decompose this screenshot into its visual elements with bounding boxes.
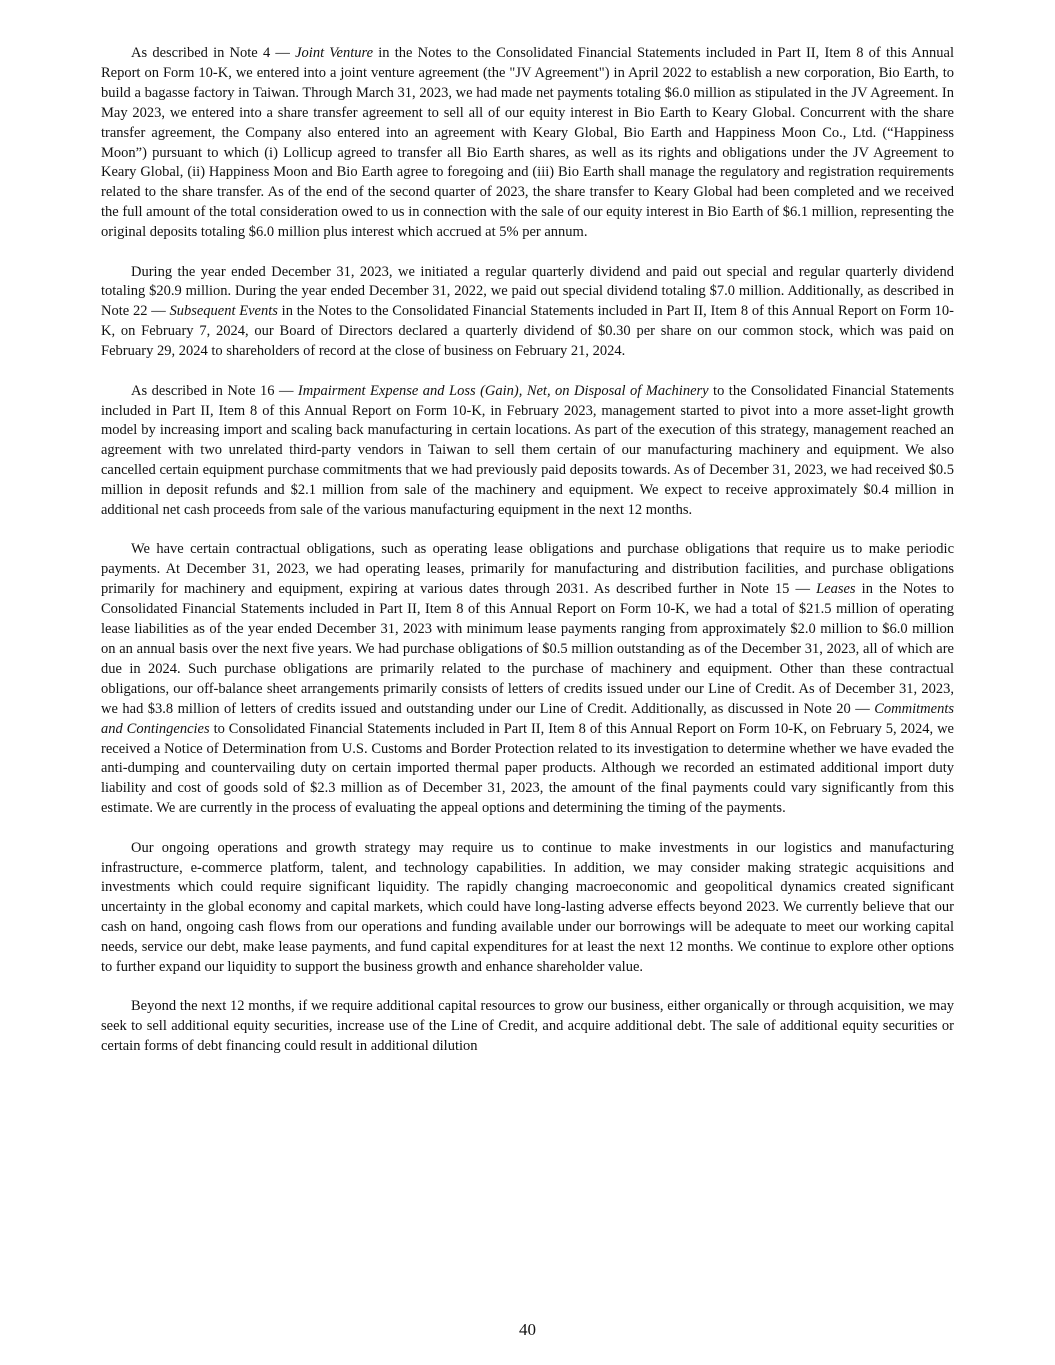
text-run: As described in Note 16 —	[131, 382, 298, 399]
text-run: We have certain contractual obligations, such as operating lease obligations and purchase obligations that require us to make periodic payments. At December 31, 2023, we had operating leases, primarily for manufacturing and distribution facilities, and purchase obligations primarily for machinery and equipment, expiring at various dates through 2031. As described further in Note 15 —	[101, 541, 954, 598]
text-run: As described in Note 4 —	[131, 45, 296, 61]
text-run: in the Notes to Consolidated Financial Statements included in Part II, Item 8 of this Annual Report on Form 10-K, we had a total of $21.5 million of operating lease liabilities as of the year ended December 31, 2023 with minimum lease payments ranging from approximately $2.0 million to $6.0 million on an annual basis over the next five years. We had purchase obligations of $0.5 million outstanding as of the December 31, 2023, all of which are due in 2024. Such purchase obligations are primarily related to the purchase of machinery and equipment. Other than these contractual obligations, our off-balance sheet arrangements primarily consists of letters of credits issued under our Line of Credit. As of December 31, 2023, we had $3.8 million of letters of credits issued and outstanding under our Line of Credit. Additionally, as discussed in Note 20 —	[101, 581, 955, 717]
paragraph-impairment	[101, 382, 954, 521]
paragraph-contractual-obligations	[101, 540, 954, 819]
note-title-joint-venture: Joint Venture	[295, 45, 374, 61]
page-number: 40	[519, 1320, 536, 1339]
text-run: in the Notes to the Consolidated Financial Statements included in Part II, Item 8 of this Annual Report on Form 10-K, on February 7, 2024, our Board of Directors declared a quarterly dividend of $0.30 per share on our common stock, which was paid on February 29, 2024 to shareholders of record at the close of business on February 21, 2024.	[101, 303, 954, 360]
note-title-commitments: Commitments and Contingencies	[101, 700, 954, 737]
paragraph-growth-strategy	[101, 839, 954, 978]
paragraph-joint-venture	[101, 44, 954, 243]
note-title-leases: Leases	[816, 581, 856, 598]
text-run: Our ongoing operations and growth strategy may require us to continue to make investments in our logistics and manufacturing infrastructure, e-commerce platform, talent, and technology capabilities. In addition, we may consider making strategic acquisitions and investments which could require significant liquidity. The rapidly changing macroeconomic and geopolitical dynamics created significant uncertainty in the global economy and capital markets, which could have long-lasting adverse effects beyond 2023. We currently believe that our cash on hand, ongoing cash flows from our operations and funding available under our borrowings will be adequate to meet our working capital needs, service our debt, make lease payments, and fund capital expenditures for at least the next 12 months. We continue to explore other options to further expand our liquidity to support the business growth and enhance shareholder value.	[101, 839, 954, 976]
text-run: During the year ended December 31, 2023, we initiated a regular quarterly dividend and paid out special and regular quarterly dividend totaling $20.9 million. During the year ended December 31, 2022, we paid out special dividend totaling $7.0 million. Additionally, as described in Note 22 —	[101, 263, 954, 320]
text-run: Beyond the next 12 months, if we require additional capital resources to grow our business, either organically or through acquisition, we may seek to sell additional equity securities, increase use of the Line of Credit, and acquire additional debt. The sale of additional equity securities or certain forms of debt financing could result in additional dilution	[101, 998, 954, 1055]
note-title-impairment: Impairment Expense and Loss (Gain), Net, on Disposal of Machinery	[297, 382, 709, 399]
text-run: to Consolidated Financial Statements included in Part II, Item 8 of this Annual Report on Form 10-K, on February 5, 2024, we received a Notice of Determination from U.S. Customs and Border Protection related to its investigation to determine whether we have evaded the anti-dumping and countervailing duty on certain imported thermal paper products. Although we recorded an estimated additional import duty liability and cost of goods sold of $2.3 million as of December 31, 2023, the amount of the final payments could vary significantly from this estimate. We are currently in the process of evaluating the appeal options and determining the timing of the payments.	[101, 720, 954, 817]
paragraph-dividends	[101, 263, 954, 363]
text-run: in the Notes to the Consolidated Financial Statements included in Part II, Item 8 of this Annual Report on Form 10-K, we entered into a joint venture agreement (the "JV Agreement") in April 2022 to establish a new corporation, Bio Earth, to build a bagasse factory in Taiwan. Through March 31, 2023, we had made net payments totaling $6.0 million as stipulated in the JV Agreement. In May 2023, we entered into a share transfer agreement to sell all of our equity interest in Bio Earth to Keary Global. Concurrent with the share transfer agreement, the Company also entered into an agreement with Keary Global, Bio Earth and Happiness Moon Co., Ltd. (“Happiness Moon”) pursuant to which (i) Lollicup agreed to transfer all Bio Earth shares, as well as its rights and obligations under the JV Agreement to Keary Global, (ii) Happiness Moon and Bio Earth agree to foregoing and (iii) Bio Earth shall manage the regulatory and registration requirements related to the share transfer. As of the end of the second quarter of 2023, the share transfer to Keary Global had been completed and we received the full amount of the total consideration owed to us in connection with the sale of our equity interest in Bio Earth of $6.1 million, representing the original deposits totaling $6.0 million plus interest which accrued at 5% per annum.	[101, 45, 954, 241]
note-title-subsequent-events: Subsequent Events	[169, 303, 278, 320]
paragraph-beyond-12-months	[101, 997, 954, 1057]
document-page	[101, 44, 954, 1057]
text-run: to the Consolidated Financial Statements included in Part II, Item 8 of this Annual Report on Form 10-K, in February 2023, management started to pivot into a more asset-light growth model by increasing import and scaling back manufacturing in certain locations. As part of the execution of this strategy, management reached an agreement with two unrelated third-party vendors in Taiwan to sell them certain of our manufacturing machinery and equipment. We also cancelled certain equipment purchase commitments that we had previously paid deposits towards. As of December 31, 2023, we had received $0.5 million in deposit refunds and $2.1 million from sale of the machinery and equipment. We expect to receive approximately $0.4 million in additional net cash proceeds from sale of the various manufacturing equipment in the next 12 months.	[101, 382, 955, 519]
